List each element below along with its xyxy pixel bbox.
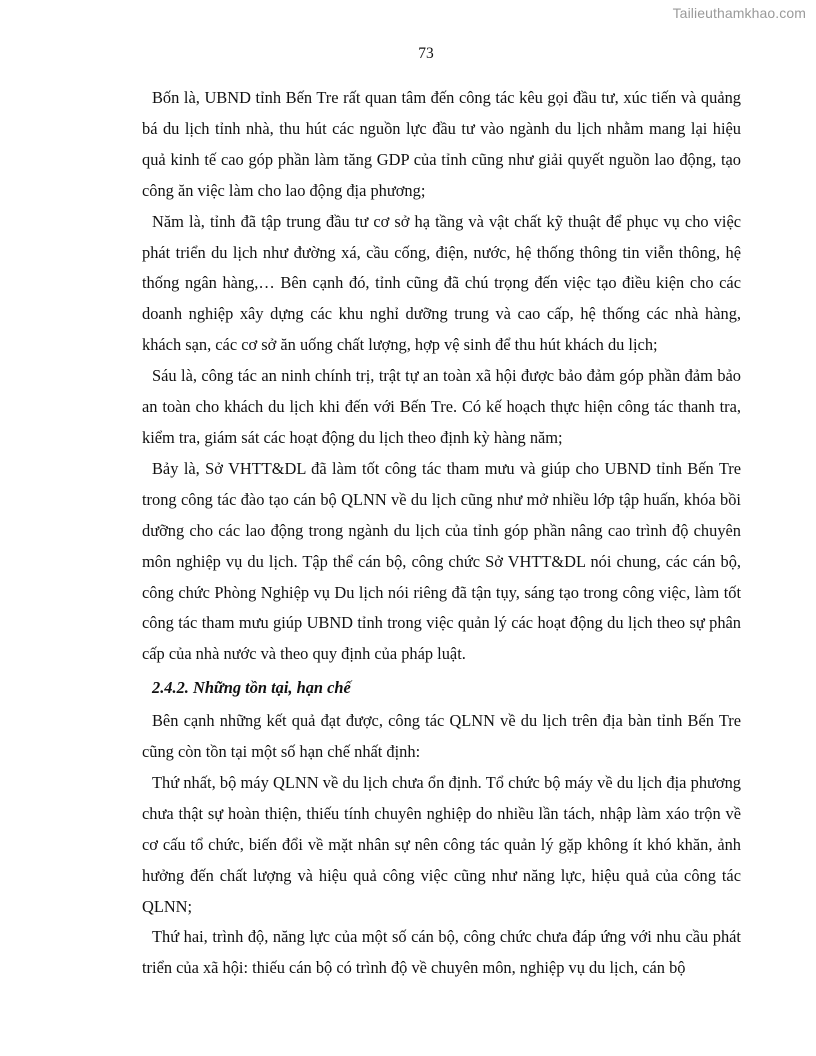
page-number: 73 xyxy=(418,45,434,62)
paragraph-second-limitation: Thứ hai, trình độ, năng lực của một số cán bộ, công chức chưa đáp ứng với nhu cầu phát triển của xã hội: thiếu cán bộ có trình độ về chuyên môn, nghiệp vụ du lịch, cán bộ xyxy=(142,927,741,978)
paragraph-seventh-point: Bảy là, Sở VHTT&DL đã làm tốt công tác tham mưu và giúp cho UBND tỉnh Bến Tre trong công tác đào tạo cán bộ QLNN về du lịch cũng như mở nhiều lớp tập huấn, khóa bồi dưỡng cho các lao động trong ngành du lịch của tỉnh góp phần nâng cao trình độ chuyên môn nghiệp vụ du lịch. Tập thể cán bộ, công chức Sở VHTT&DL nói chung, các cán bộ, công chức Phòng Nghiệp vụ Du lịch nói riêng đã tận tụy, sáng tạo trong công việc, làm tốt công tác tham mưu giúp UBND tỉnh trong việc quản lý các hoạt động du lịch theo sự phân cấp của nhà nước và theo quy định của pháp luật. xyxy=(142,458,741,664)
paragraph-limitations-intro: Bên cạnh những kết quả đạt được, công tác QLNN về du lịch trên địa bàn tỉnh Bến Tre cũng còn tồn tại một số hạn chế nhất định: xyxy=(142,711,741,762)
paragraph-fourth-point: Bốn là, UBND tỉnh Bến Tre rất quan tâm đến công tác kêu gọi đầu tư, xúc tiến và quảng bá du lịch tỉnh nhà, thu hút các nguồn lực đầu tư vào ngành du lịch nhằm mang lại hiệu quả kinh tế cao góp phần làm tăng GDP của tỉnh cũng như giải quyết nguồn lao động, tạo công ăn việc làm cho lao động địa phương; xyxy=(142,88,741,200)
watermark-text: Tailieuthamkhao.com xyxy=(672,5,806,21)
paragraph-first-limitation: Thứ nhất, bộ máy QLNN về du lịch chưa ổn định. Tổ chức bộ máy về du lịch địa phương chưa thật sự hoàn thiện, thiếu tính chuyên nghiệp do nhiều lần tách, nhập làm xáo trộn về cơ cấu tổ chức, biến đổi về mặt nhân sự nên công tác quản lý gặp không ít khó khăn, ảnh hưởng đến chất lượng và hiệu quả công việc cũng như năng lực, hiệu quả của công tác QLNN; xyxy=(142,772,741,916)
document-body xyxy=(142,83,741,984)
section-heading: 2.4.2. Những tồn tại, hạn chế xyxy=(152,678,351,698)
paragraph-fifth-point: Năm là, tỉnh đã tập trung đầu tư cơ sở hạ tầng và vật chất kỹ thuật để phục vụ cho việc phát triển du lịch như đường xá, cầu cống, điện, nước, hệ thống thông tin viễn thông, hệ thống ngân hàng,… Bên cạnh đó, tỉnh cũng đã chú trọng đến việc tạo điều kiện cho các doanh nghiệp xây dựng các khu nghỉ dưỡng trung và cao cấp, hệ thống các nhà hàng, khách sạn, các cơ sở ăn uống chất lượng, hợp vệ sinh để thu hút khách du lịch; xyxy=(142,211,741,355)
paragraph-sixth-point: Sáu là, công tác an ninh chính trị, trật tự an toàn xã hội được bảo đảm góp phần đảm bảo an toàn cho khách du lịch khi đến với Bến Tre. Có kế hoạch thực hiện công tác thanh tra, kiểm tra, giám sát các hoạt động du lịch theo định kỳ hàng năm; xyxy=(142,366,741,447)
